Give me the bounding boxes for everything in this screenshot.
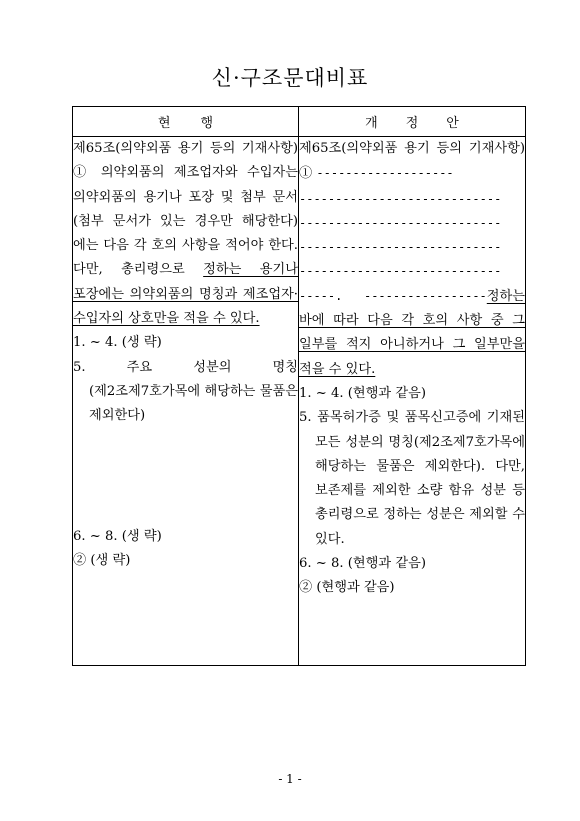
revised-article-intro: 제65조(의약외품 용기 등의 기재사항) ① ------------------- ---------------------------- ---------------------------- ---------------------------- ---------------------------- -----. -----------------정하는 바에 따라 다음 각 호의 사항 중 그 일부를 적지 아니하거나 그 일부만을 적을 수 있다. bbox=[299, 141, 525, 377]
dash-placeholder: -----. ----------------- bbox=[299, 288, 487, 303]
revised-underlined-proviso: 정하는 바에 따라 다음 각 호의 사항 중 그 일부를 적지 아니하거나 그 일부만을 적을 수 있다. bbox=[299, 288, 525, 377]
revised-item-5-underlined: 품목허가증 및 품목신고증에 기재된 모든 성분의 명칭(제2조제7호가목에 해당하는 물품은 제외한다). 다만, 보존제를 제외한 소량 함유 성분 등 총리령으로 정하는 성분은 제외할 수 있다. bbox=[315, 410, 525, 547]
dash-placeholder: ------------------- bbox=[316, 166, 454, 181]
dash-placeholder: ---------------------------- bbox=[299, 215, 502, 230]
current-items-1-4: 1. ~ 4. (생 략) bbox=[73, 335, 162, 351]
current-text-cell bbox=[73, 137, 299, 666]
revised-item-5: 5. 품목허가증 및 품목신고증에 기재된 모든 성분의 명칭(제2조제7호가목에 해당하는 물품은 제외한다). 다만, 보존제를 제외한 소량 함유 성분 등 총리령으로 정하는 성분은 제외할 수 있다. bbox=[299, 410, 525, 547]
current-item-5-underlined: 주요 성분의 명칭 bbox=[126, 359, 298, 375]
header-current: 현행 bbox=[73, 107, 299, 137]
revised-items-1-4: 1. ~ 4. (현행과 같음) bbox=[299, 385, 426, 401]
comparison-table bbox=[72, 106, 526, 666]
revised-text-cell bbox=[299, 137, 526, 666]
revised-items-6-8: 6. ~ 8. (현행과 같음) bbox=[299, 556, 426, 572]
current-underlined-proviso: 정하는 용기나 포장에는 의약외품의 명칭과 제조업자·수입자의 상호만을 적을 수 있다. bbox=[73, 262, 298, 327]
header-revised: 개정안 bbox=[299, 107, 526, 137]
current-items-6-8: 6. ~ 8. (생 략) bbox=[73, 528, 162, 544]
dash-placeholder: ---------------------------- bbox=[299, 240, 502, 255]
page-number: - 1 - bbox=[278, 772, 302, 786]
dash-placeholder: ---------------------------- bbox=[299, 264, 502, 279]
revised-paragraph-2: ② (현행과 같음) bbox=[299, 580, 395, 596]
document-title: 신·구조문대비표 bbox=[211, 66, 369, 90]
dash-placeholder: ---------------------------- bbox=[299, 191, 502, 206]
table-header-row bbox=[73, 107, 526, 137]
table-body-row bbox=[73, 137, 526, 666]
current-article-intro: 제65조(의약외품 용기 등의 기재사항) ① 의약외품의 제조업자와 수입자는 의약외품의 용기나 포장 및 첨부 문서(첨부 문서가 있는 경우만 해당한다)에는 다음 각 호의 사항을 적어야 한다. 다만, 총리령으로 정하는 용기나 포장에는 의약외품의 명칭과 제조업자·수입자의 상호만을 적을 수 있다. bbox=[73, 141, 298, 327]
current-item-5: 5. 주요 성분의 명칭(제2조제7호가목에 해당하는 물품은 제외한다) bbox=[73, 359, 298, 424]
current-paragraph-2: ② (생 략) bbox=[73, 552, 131, 568]
